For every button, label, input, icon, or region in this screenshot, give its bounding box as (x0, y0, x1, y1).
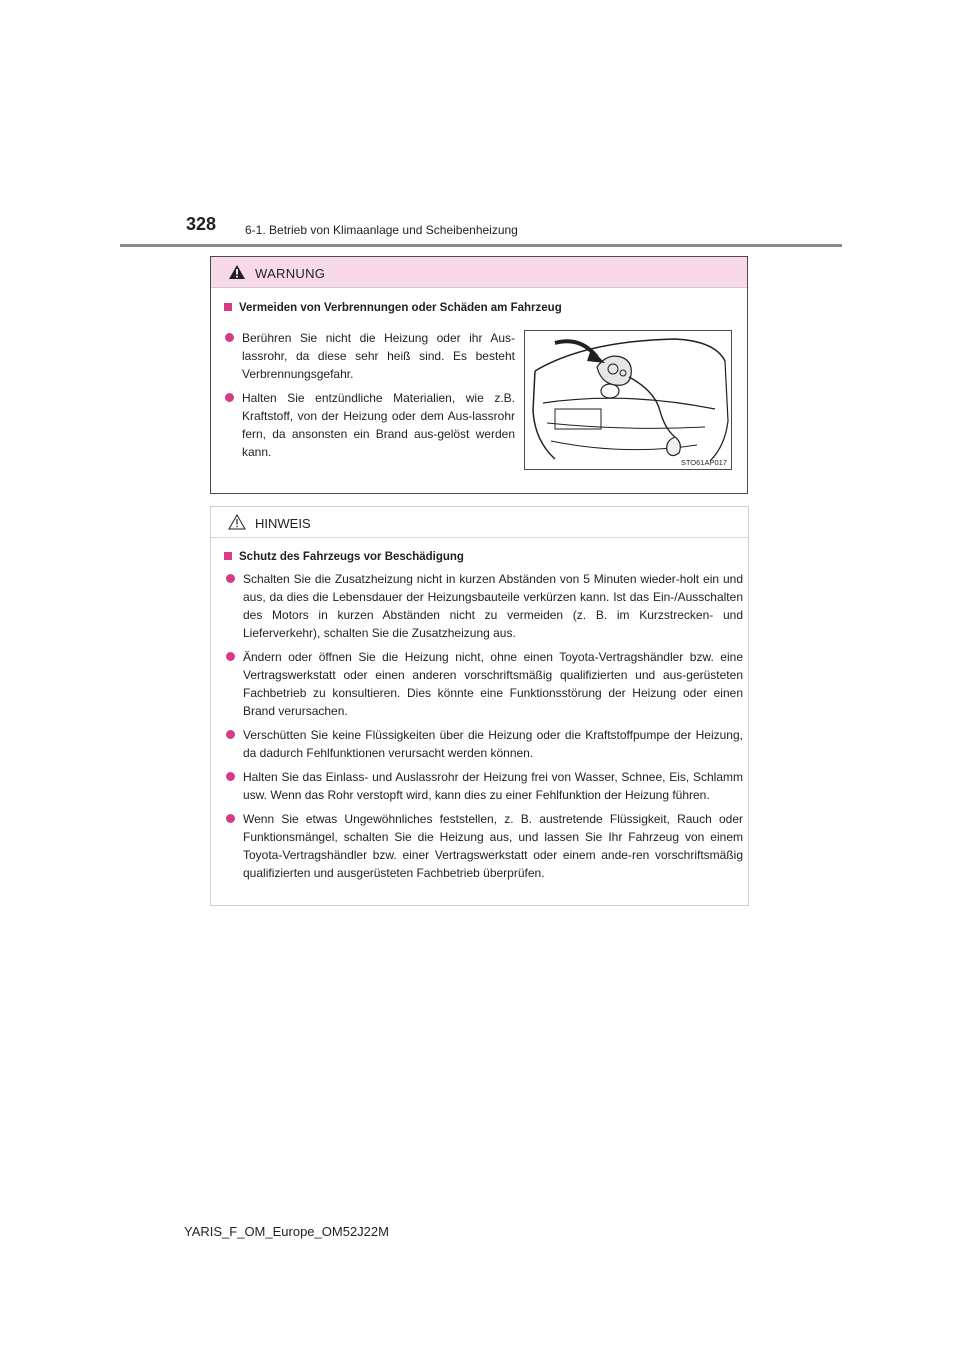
document-code: YARIS_F_OM_Europe_OM52J22M (184, 1224, 389, 1239)
note-bullet-list (226, 570, 743, 888)
note-subheading: Schutz des Fahrzeugs vor Beschädigung (224, 551, 464, 563)
circle-bullet-icon (226, 772, 235, 781)
circle-bullet-icon (225, 393, 234, 402)
caution-triangle-icon (228, 514, 246, 530)
list-item: Halten Sie das Einlass- und Auslassrohr der Heizung frei von Wasser, Schnee, Eis, Schlamm usw. Wenn das Rohr verstopft wird, kann dies zu einer Fehlfunktion der Heizung führen. (226, 768, 743, 804)
warning-box (210, 256, 748, 494)
square-bullet-icon (224, 303, 232, 311)
circle-bullet-icon (226, 814, 235, 823)
note-box (210, 506, 749, 906)
illustration-code: STO61AP017 (680, 458, 727, 467)
note-title: HINWEIS (255, 516, 311, 531)
warning-title: WARNUNG (255, 266, 326, 281)
circle-bullet-icon (226, 730, 235, 739)
list-item: Verschütten Sie keine Flüssigkeiten über die Heizung oder die Kraftstoffpumpe der Heizung, da dadurch Fehlfunktionen verursacht werden können. (226, 726, 743, 762)
list-item: Wenn Sie etwas Ungewöhnliches feststellen, z. B. austretende Flüssigkeit, Rauch oder Funktionsmängel, schalten Sie die Heizung aus, und lassen Sie Ihr Fahrzeug von einem Toyota-Vertragshändler bzw. einer Vertragswerkstatt oder einem ande-ren vorschriftsmäßig qualifizierten und ausgerüsteten Fachbetrieb überprüfen. (226, 810, 743, 882)
warning-header (211, 257, 747, 288)
warning-bullet-list (225, 329, 515, 467)
list-item: Halten Sie entzündliche Materialien, wie z.B. Kraftstoff, von der Heizung oder dem Aus-lassrohr fern, da ansonsten ein Brand aus-gelöst werden kann. (225, 389, 515, 461)
list-item: Berühren Sie nicht die Heizung oder ihr Aus-lassrohr, da diese sehr heiß sind. Es besteht Verbrennungsgefahr. (225, 329, 515, 383)
circle-bullet-icon (226, 652, 235, 661)
section-title: 6-1. Betrieb von Klimaanlage und Scheibenheizung (245, 223, 518, 237)
heater-illustration (524, 330, 732, 470)
warning-subheading: Vermeiden von Verbrennungen oder Schäden am Fahrzeug (224, 302, 562, 314)
square-bullet-icon (224, 552, 232, 560)
header-divider (120, 244, 842, 247)
page-number: 328 (186, 214, 217, 234)
note-header (211, 507, 748, 538)
circle-bullet-icon (226, 574, 235, 583)
list-item: Schalten Sie die Zusatzheizung nicht in kurzen Abständen von 5 Minuten wieder-holt ein und aus, da dies die Lebensdauer der Heizungsbauteile verkürzen kann. Ist das Ein-/Ausschalten des Motors in kurzen Abständen nicht zu vermeiden (z. B. im Kurzstrecken- und Lieferverkehr), schalten Sie die Zusatzheizung aus. (226, 570, 743, 642)
list-item: Ändern oder öffnen Sie die Heizung nicht, ohne einen Toyota-Vertragshändler bzw. eine Vertragswerkstatt oder einen anderen vorschriftsmäßig qualifizierten und aus-gerüsteten Fachbetrieb zu konsultieren. Dies könnte eine Funktionsstörung der Heizung oder einen Brand verursachen. (226, 648, 743, 720)
warning-triangle-icon (228, 264, 246, 280)
circle-bullet-icon (225, 333, 234, 342)
car-front-drawing (525, 331, 731, 469)
